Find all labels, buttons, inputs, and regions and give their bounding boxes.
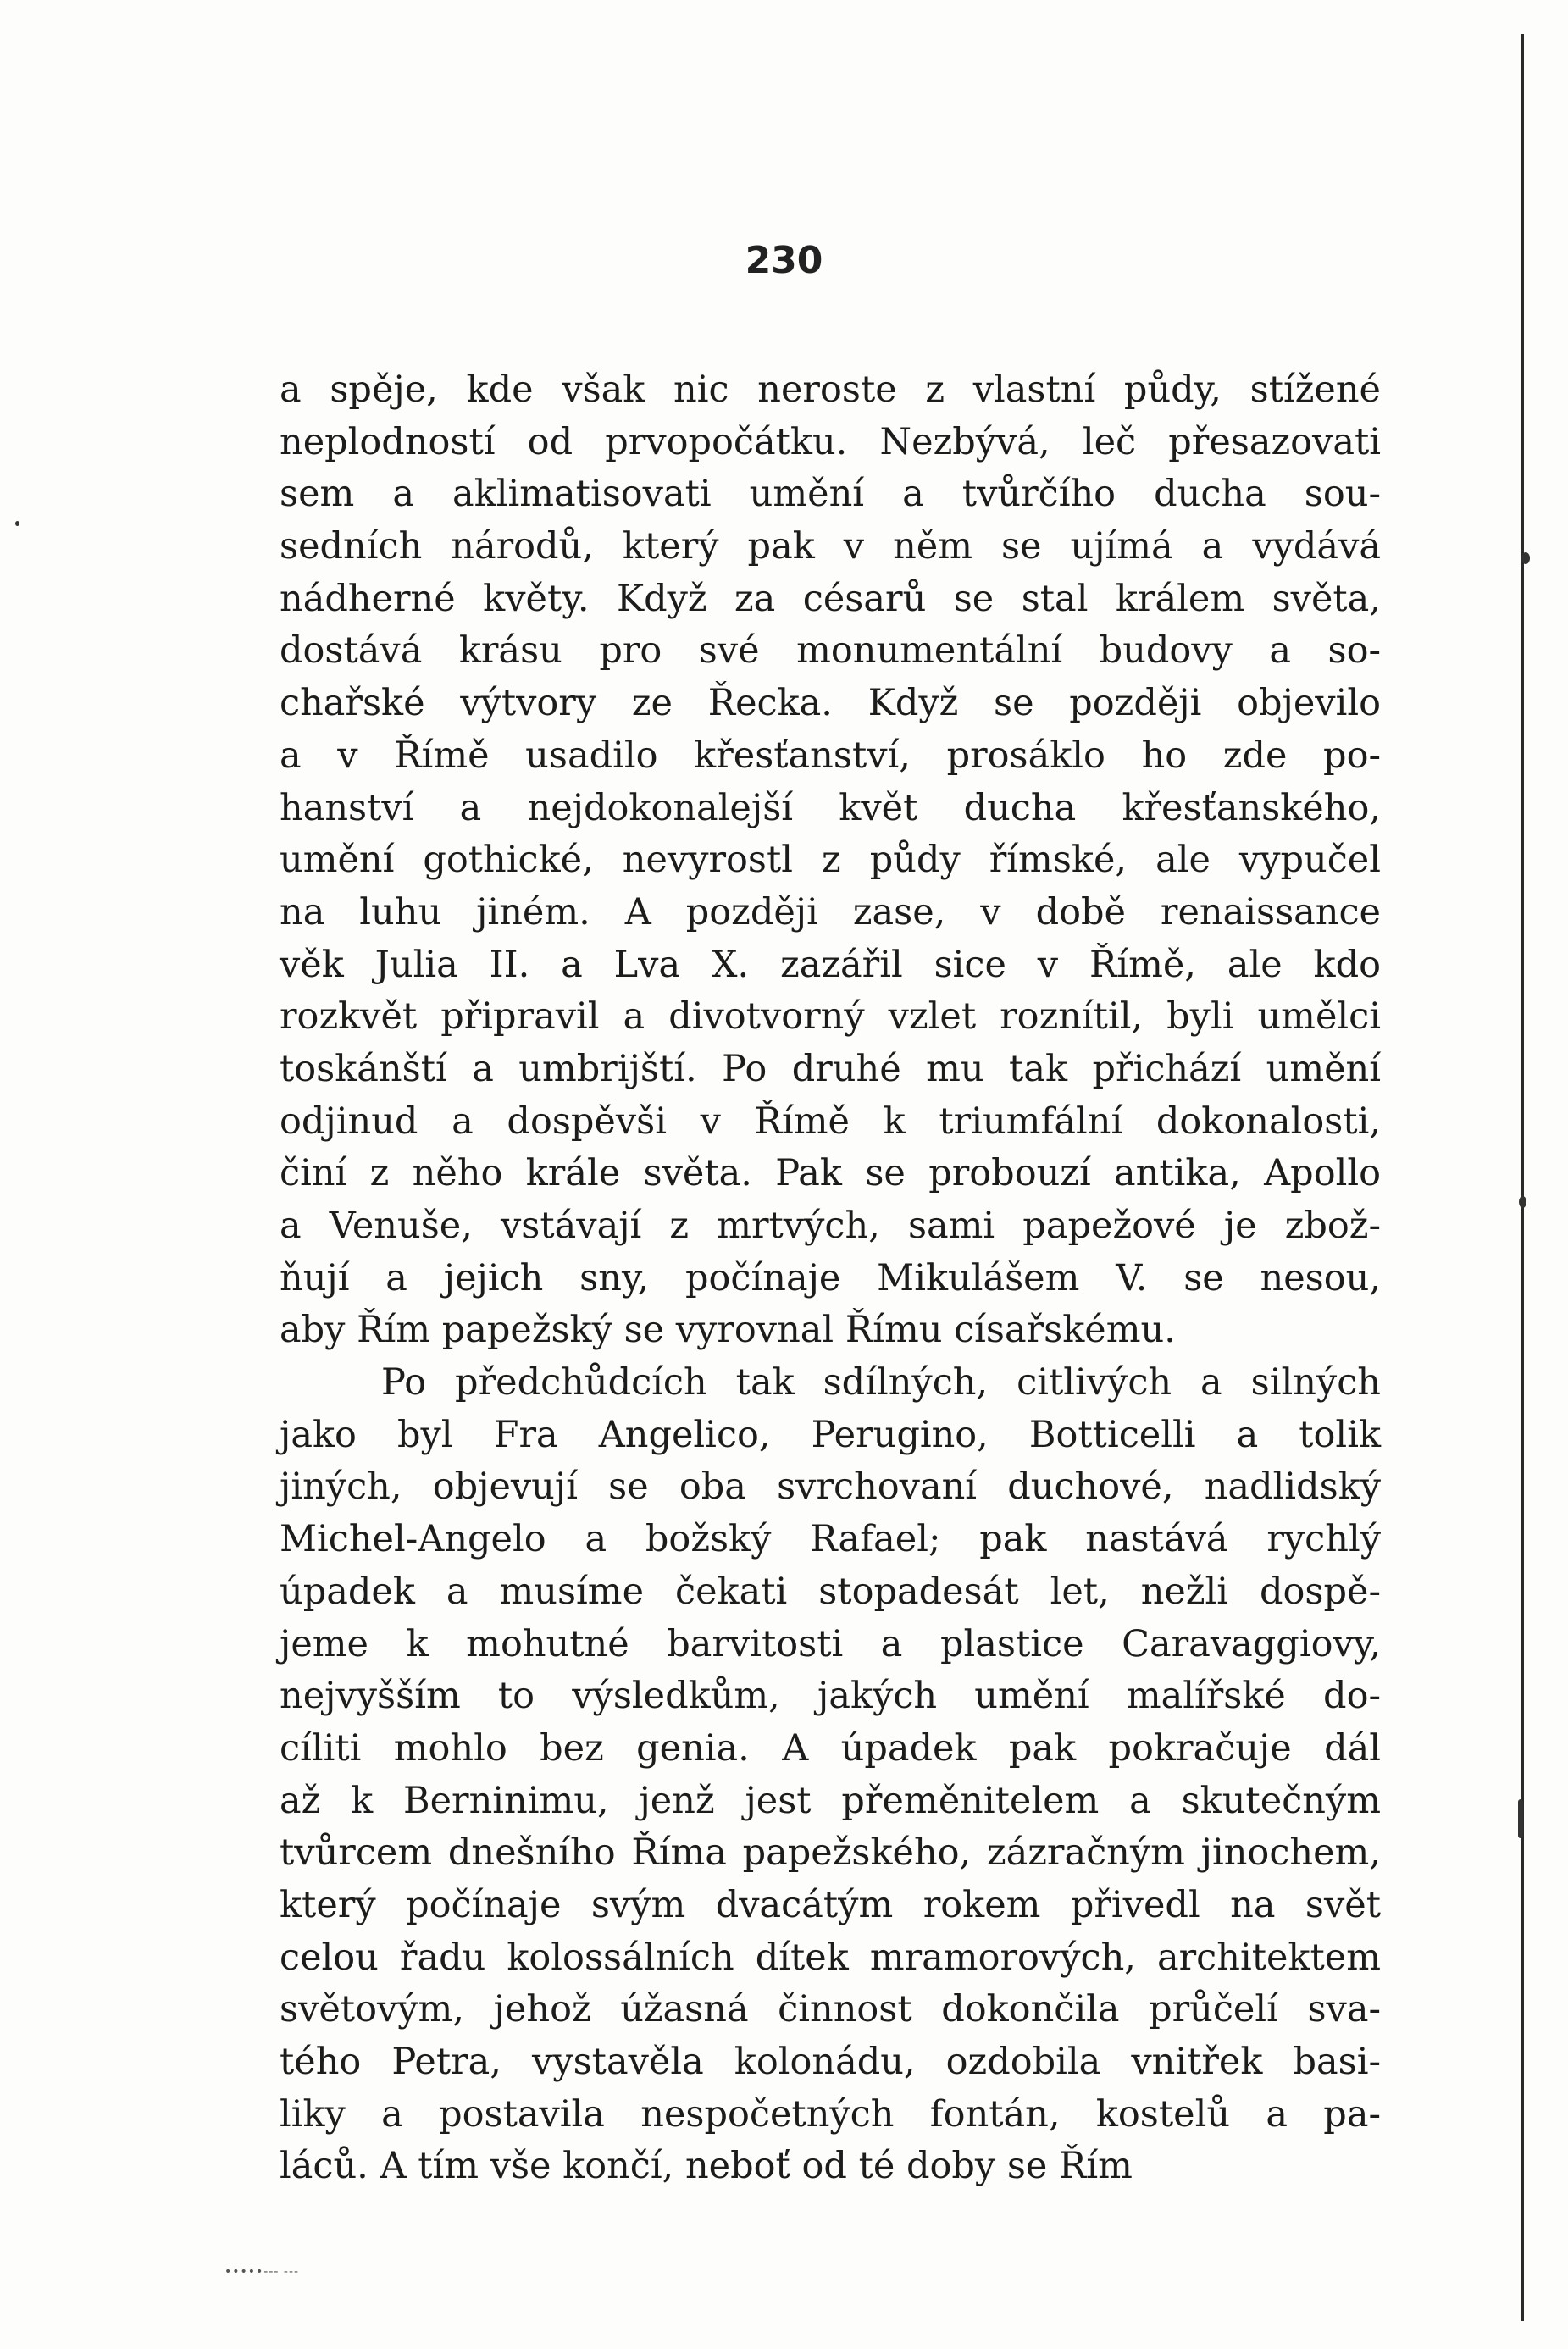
text-line: chařské výtvory ze Řecka. Když se později objevilo [280, 682, 1381, 725]
text-line: který počínaje svým dvacátým rokem přivedl na svět [280, 1883, 1381, 1926]
print-speck [1519, 1196, 1526, 1208]
text-line: jako byl Fra Angelico, Perugino, Botticelli a tolik [280, 1413, 1381, 1456]
text-line: činí z něho krále světa. Pak se probouzí antika, Apollo [280, 1152, 1381, 1195]
text-line: aby Řím papežský se vyrovnal Římu císařskému. [280, 1309, 1176, 1352]
text-line: hanství a nejdokonalejší květ ducha křesťanského, [280, 786, 1381, 829]
text-line: nádherné květy. Když za césarů se stal králem světa, [280, 577, 1381, 620]
text-line: celou řadu kolossálních dítek mramorových, architektem [280, 1936, 1381, 1979]
text-line: liky a postavila nespočetných fontán, kostelů a pa- [280, 2092, 1381, 2136]
text-line: ňují a jejich sny, počínaje Mikulášem V. se nesou, [280, 1256, 1381, 1299]
body-text [280, 364, 1381, 2193]
page-edge-line [1521, 34, 1524, 2321]
text-line: světovým, jehož úžasná činnost dokončila průčelí sva- [280, 1988, 1381, 2031]
text-line: na luhu jiném. A později zase, v době renaissance [280, 890, 1381, 934]
text-line: toskánští a umbrijští. Po druhé mu tak přichází umění [280, 1047, 1381, 1090]
footer-smudge: •••••--- --- [224, 2265, 300, 2279]
print-speck [1521, 552, 1530, 564]
text-line: sem a aklimatisovati umění a tvůrčího ducha sou- [280, 473, 1381, 516]
text-line: dostává krásu pro své monumentální budovy a so- [280, 629, 1381, 673]
text-line: tvůrcem dnešního Říma papežského, zázračným jinochem, [280, 1831, 1381, 1875]
text-line: a spěje, kde však nic neroste z vlastní půdy, stížené [280, 368, 1381, 411]
text-line: Po předchůdcích tak sdílných, citlivých a silných [381, 1361, 1381, 1404]
text-line: jeme k mohutné barvitosti a plastice Caravaggiovy, [280, 1622, 1381, 1665]
text-line: jiných, objevují se oba svrchovaní duchové, nadlidský [280, 1465, 1381, 1509]
text-line: neplodností od prvopočátku. Nezbývá, leč přesazovati [280, 420, 1381, 463]
text-line: a Venuše, vstávají z mrtvých, sami papežové je zbož- [280, 1205, 1381, 1247]
text-line: úpadek a musíme čekati stopadesát let, nežli dospě- [280, 1570, 1381, 1613]
text-line: odjinud a dospěvši v Římě k triumfální dokonalosti, [280, 1100, 1381, 1143]
text-line: rozkvět připravil a divotvorný vzlet roznítil, byli umělci [280, 995, 1381, 1039]
print-speck [1518, 1799, 1523, 1838]
text-line: láců. A tím vše končí, neboť od té doby se Řím [280, 2145, 1133, 2188]
page-number: 230 [745, 239, 823, 282]
text-line: cíliti mohlo bez genia. A úpadek pak pokračuje dál [280, 1726, 1381, 1770]
text-line: umění gothické, nevyrostl z půdy římské, ale vypučel [280, 839, 1381, 882]
text-line: sedních národů, který pak v něm se ujímá a vydává [280, 525, 1381, 568]
text-line: Michel-Angelo a božský Rafael; pak nastává rychlý [280, 1518, 1381, 1561]
text-line: až k Berninimu, jenž jest přeměnitelem a skutečným [280, 1779, 1381, 1822]
text-line: a v Římě usadilo křesťanství, prosáklo ho zde po- [280, 734, 1381, 777]
print-speck [15, 521, 19, 526]
text-line: tého Petra, vystavěla kolonádu, ozdobila vnitřek basi- [280, 2041, 1381, 2083]
text-line: nejvyšším to výsledkům, jakých umění malířské do- [280, 1675, 1381, 1718]
text-line: věk Julia II. a Lva X. zazářil sice v Římě, ale kdo [280, 943, 1381, 986]
